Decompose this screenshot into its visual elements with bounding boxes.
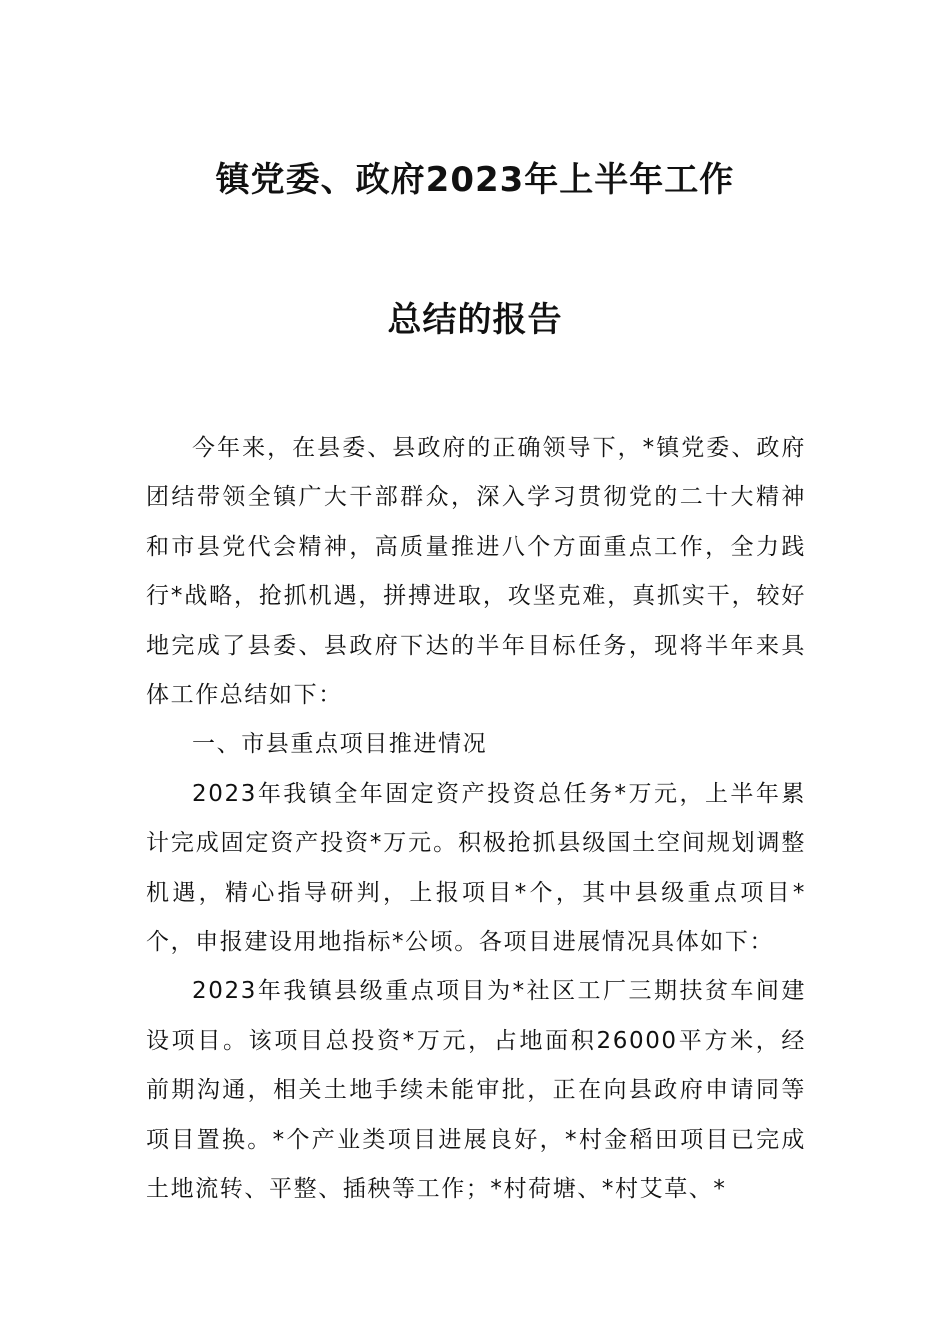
section-heading-1: 一、市县重点项目推进情况 xyxy=(192,731,488,758)
paragraph-key-projects: 2023年我镇县级重点项目为*社区工厂三期扶贫车间建设项目。该项目总投资*万元，占地面积26000平方米，经前期沟通，相关土地手续未能审批，正在向县政府申请同等项目置换。*个产业类项目进展良好，*村金稻田项目已完成土地流转、平整、插秧等工作；*村荷塘、*村艾草、* xyxy=(146,978,806,1203)
document-body xyxy=(146,424,806,1215)
document-title-line-1: 镇党委、政府2023年上半年工作 xyxy=(215,160,735,200)
paragraph-intro: 今年来，在县委、县政府的正确领导下，*镇党委、政府团结带领全镇广大干部群众，深入学习贯彻党的二十大精神和市县党代会精神，高质量推进八个方面重点工作，全力践行*战略，抢抓机遇，拼搏进取，攻坚克难，真抓实干，较好地完成了县委、县政府下达的半年目标任务，现将半年来具体工作总结如下： xyxy=(146,435,806,709)
paragraph-investment: 2023年我镇全年固定资产投资总任务*万元，上半年累计完成固定资产投资*万元。积极抢抓县级国土空间规划调整机遇，精心指导研判，上报项目*个，其中县级重点项目*个，申报建设用地指标*公顷。各项目进展情况具体如下： xyxy=(146,780,806,956)
document-title-line-2: 总结的报告 xyxy=(387,300,563,340)
